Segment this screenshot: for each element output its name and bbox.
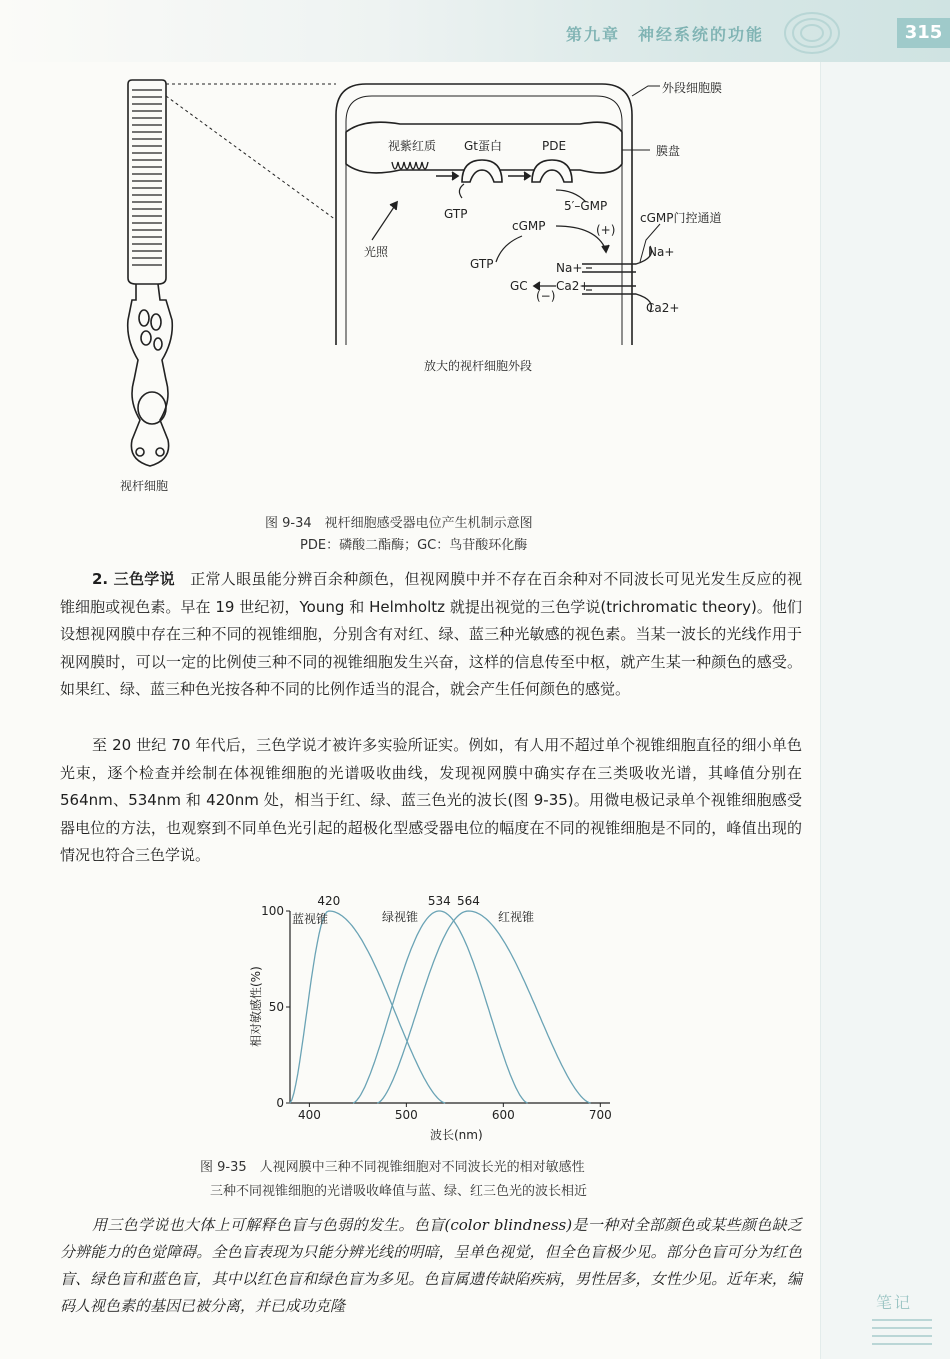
gt-protein-shape: [462, 160, 502, 182]
pde-shape: [532, 160, 572, 182]
rod-disc-stack: [132, 90, 162, 265]
label-plus: (+): [596, 223, 616, 237]
arrow-gtp: [459, 184, 464, 198]
peak-label-1: 420: [317, 894, 341, 908]
chapter-title: 第九章 神经系统的功能: [566, 25, 765, 44]
notes-margin: [820, 62, 950, 1359]
figure-9-34-diagram: [100, 70, 760, 510]
notes-lines-icon: [868, 1312, 938, 1352]
label-outer-membrane: 外段细胞膜: [662, 81, 723, 95]
figure-9-35-caption: 图 9-35 人视网膜中三种不同视锥细胞对不同波长光的相对敏感性: [200, 1160, 585, 1175]
y-tick-label: 0: [276, 1096, 284, 1110]
label-gmp: 5′–GMP: [564, 199, 608, 213]
enlarged-inner-wall: [346, 96, 622, 345]
section-paragraph-2: 至 20 世纪 70 年代后，三色学说才被许多实验所证实。例如，有人用不超过单个视锥细胞直径的细小单色光束，逐个检查并绘制在体视锥细胞的光谱吸收曲线，发现视网膜中确实存在三类吸收光谱，其峰值分别在 564nm、534nm 和 420nm 处，相当于红、绿、蓝三色光的波长(图 9-35)。用微电极记录单个视锥细胞感受器电位的方法，也观察到不同单色光引起的超极化型感受器电位的幅度在不同的视锥细胞是不同的，峰值出现的情况也符合三色学说。: [60, 736, 802, 865]
y-tick-label: 50: [268, 1000, 284, 1014]
label-pde: PDE: [542, 139, 567, 153]
label-gt: Gt蛋白: [464, 139, 503, 153]
label-light: 光照: [364, 245, 389, 259]
arrow-gtp-cgmp: [496, 236, 522, 262]
peak-label-3: 564: [456, 894, 480, 908]
label-gc: GC: [510, 279, 528, 293]
series-curve-3: [377, 911, 590, 1103]
series-curve-2: [353, 911, 528, 1103]
label-cgmp: cGMP: [512, 219, 546, 233]
x-tick-label: 400: [297, 1108, 321, 1122]
zoom-connector-bottom: [166, 96, 336, 220]
figure-9-34-note: PDE：磷酸二酯酶；GC：鸟苷酸环化酶: [300, 538, 528, 553]
legend-label-3: 红视锥: [498, 910, 535, 924]
x-axis-label: 波长(nm): [430, 1128, 483, 1142]
leader-outer-membrane: [632, 86, 660, 96]
rod-nucleus: [138, 392, 166, 424]
figure-9-35-note: 三种不同视锥细胞的光谱吸收峰值与蓝、绿、红三色光的波长相近: [210, 1184, 588, 1199]
figure-9-34-caption: 图 9-34 视杆细胞感受器电位产生机制示意图: [265, 516, 533, 531]
label-enlarged: 放大的视杆细胞外段: [424, 359, 533, 373]
legend-label-2: 绿视锥: [382, 910, 419, 924]
label-gtp-1: GTP: [444, 207, 468, 221]
label-na-in: Na+: [556, 261, 583, 275]
notes-label: 笔记: [876, 1293, 913, 1312]
section-paragraph-1: [60, 566, 802, 704]
section-heading: 2. 三色学说: [92, 570, 175, 588]
rod-inner-segment: [128, 284, 173, 466]
figure-9-35-chart: [240, 885, 640, 1145]
label-rod-cell: 视杆细胞: [120, 479, 169, 493]
x-tick-label: 500: [394, 1108, 418, 1122]
paragraph-1-text: 正常人眼虽能分辨百余种颜色，但视网膜中并不存在百余种对不同波长可见光发生反应的视锥细胞或视色素。早在 19 世纪初，Young 和 Helmholtz 就提出视觉的三色学说(trichromatic theory)。他们设想视网膜中存在三种不同的视锥细胞，分别含有对红、绿、蓝三种光敏感的视色素。当某一波长的光线作用于视网膜时，可以一定的比例使三种不同的视锥细胞发生兴奋，这样的信息传至中枢，就产生某一种颜色的感受。如果红、绿、蓝三种色光按各种不同的比例作适当的混合，就会产生任何颜色的感觉。: [60, 570, 802, 699]
x-tick-label: 700: [588, 1108, 612, 1122]
cgmp-channel-top: [582, 246, 651, 264]
y-tick-label: 100: [261, 904, 284, 918]
series-curve-1: [290, 911, 445, 1103]
label-ca-in: Ca2+: [556, 279, 590, 293]
label-cgmp-channel: cGMP门控通道: [640, 211, 722, 225]
rhodopsin-helices: [392, 162, 428, 169]
page-number: 315: [897, 18, 950, 48]
label-ca-out: Ca2+: [646, 301, 680, 315]
x-tick-label: 600: [491, 1108, 515, 1122]
peak-label-2: 534: [427, 894, 451, 908]
bottom-paragraph: 用三色学说也大体上可解释色盲与色弱的发生。色盲(color blindness)是一种对全部颜色或某些颜色缺乏分辨能力的色觉障碍。全色盲表现为只能分辨光线的明暗，呈单色视觉，但全色盲极少见。部分色盲可分为红色盲、绿色盲和蓝色盲，其中以红色盲和绿色盲为多见。色盲属遗传缺陷疾病，男性居多，女性少见。近年来，编码人视色素的基因已被分离，并已成功克隆: [60, 1216, 802, 1315]
label-minus: (−): [536, 289, 556, 303]
label-rhodopsin: 视紫红质: [388, 139, 437, 153]
label-disc: 膜盘: [656, 144, 681, 158]
label-gtp-2: GTP: [470, 257, 494, 271]
legend-label-1: 蓝视锥: [292, 912, 329, 926]
label-na-out: Na+: [648, 245, 675, 259]
arrow-light: [372, 204, 396, 240]
y-axis-label: 相对敏感性(%): [249, 966, 263, 1047]
spiral-logo-icon: [782, 8, 842, 58]
